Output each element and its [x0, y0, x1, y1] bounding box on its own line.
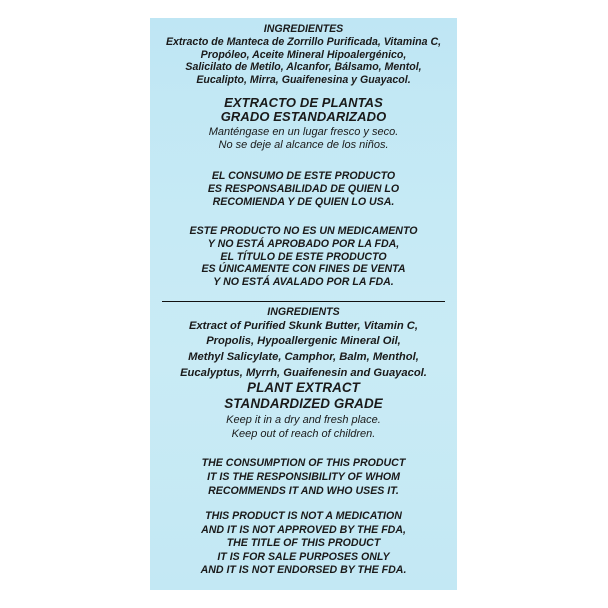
english-ingredients-line: Propolis, Hypoallergenic Mineral Oil, [206, 335, 401, 348]
spanish-fda-line: Y NO ESTÁ AVALADO POR LA FDA. [213, 276, 394, 289]
english-storage-line: Keep it in a dry and fresh place. [226, 414, 381, 426]
section-divider [162, 301, 445, 302]
english-fda-disclaimer [150, 510, 457, 578]
english-ingredients-line: Methyl Salicylate, Camphor, Balm, Menthol, [188, 350, 419, 363]
english-storage [150, 413, 457, 442]
spanish-ingredients-line: Propóleo, Aceite Mineral Hipoalergénico, [200, 48, 407, 61]
spanish-ingredients-heading: INGREDIENTES [263, 23, 344, 35]
spanish-extract-heading-line: EXTRACTO DE PLANTAS [224, 95, 383, 110]
spanish-ingredients-line: Salicilato de Metilo, Alcanfor, Bálsamo, Mentol, [185, 61, 422, 74]
spanish-responsibility-line: EL CONSUMO DE ESTE PRODUCTO [211, 170, 396, 182]
spanish-storage [150, 126, 457, 152]
english-fda-line: THIS PRODUCT IS NOT A MEDICATION [205, 510, 402, 522]
spanish-ingredients-line: Eucalipto, Mirra, Guaifenesina y Guayacol. [196, 74, 411, 87]
spanish-fda-line: ES ÚNICAMENTE CON FINES DE VENTA [201, 263, 406, 276]
english-responsibility-line: IT IS THE RESPONSIBILITY OF WHOM [207, 471, 400, 483]
english-ingredients-line: Extract of Purified Skunk Butter, Vitamin C, [189, 319, 418, 332]
spanish-responsibility-line: RECOMIENDA Y DE QUIEN LO USA. [212, 195, 395, 208]
spanish-fda-line: ESTE PRODUCTO NO ES UN MEDICAMENTO [189, 225, 418, 237]
english-storage-line: Keep out of reach of children. [231, 428, 376, 441]
spanish-storage-line: Manténgase en un lugar fresco y seco. [208, 126, 399, 138]
english-extract-heading-line: PLANT EXTRACT [247, 380, 360, 395]
spanish-ingredients-line: Extracto de Manteca de Zorrillo Purificada, Vitamina C, [165, 35, 442, 48]
english-fda-line: AND IT IS NOT ENDORSED BY THE FDA. [200, 564, 407, 577]
spanish-responsibility [150, 170, 457, 208]
english-fda-line: AND IT IS NOT APPROVED BY THE FDA, [201, 523, 406, 536]
english-extract-heading-line: STANDARDIZED GRADE [224, 396, 383, 412]
english-responsibility-line: THE CONSUMPTION OF THIS PRODUCT [201, 457, 406, 469]
english-extract-heading [150, 380, 457, 413]
english-fda-line: THE TITLE OF THIS PRODUCT [226, 537, 381, 550]
spanish-extract-heading-line: GRADO ESTANDARIZADO [220, 109, 387, 125]
spanish-ingredients [150, 23, 457, 87]
english-responsibility-line: RECOMMENDS IT AND WHO USES IT. [208, 485, 399, 497]
spanish-extract-heading [150, 96, 457, 124]
spanish-fda-line: EL TÍTULO DE ESTE PRODUCTO [220, 250, 387, 263]
product-label [150, 18, 457, 590]
english-ingredients-line: Eucalyptus, Myrrh, Guaifenesin and Guayacol. [180, 366, 427, 379]
english-ingredients [150, 306, 457, 381]
english-responsibility [150, 456, 457, 498]
spanish-fda-disclaimer [150, 225, 457, 289]
english-fda-line: IT IS FOR SALE PURPOSES ONLY [217, 550, 390, 563]
spanish-responsibility-line: ES RESPONSABILIDAD DE QUIEN LO [207, 182, 400, 195]
spanish-fda-line: Y NO ESTÁ APROBADO POR LA FDA, [207, 237, 400, 250]
english-ingredients-heading: INGREDIENTS [267, 306, 340, 318]
spanish-storage-line: No se deje al alcance de los niños. [218, 138, 389, 151]
